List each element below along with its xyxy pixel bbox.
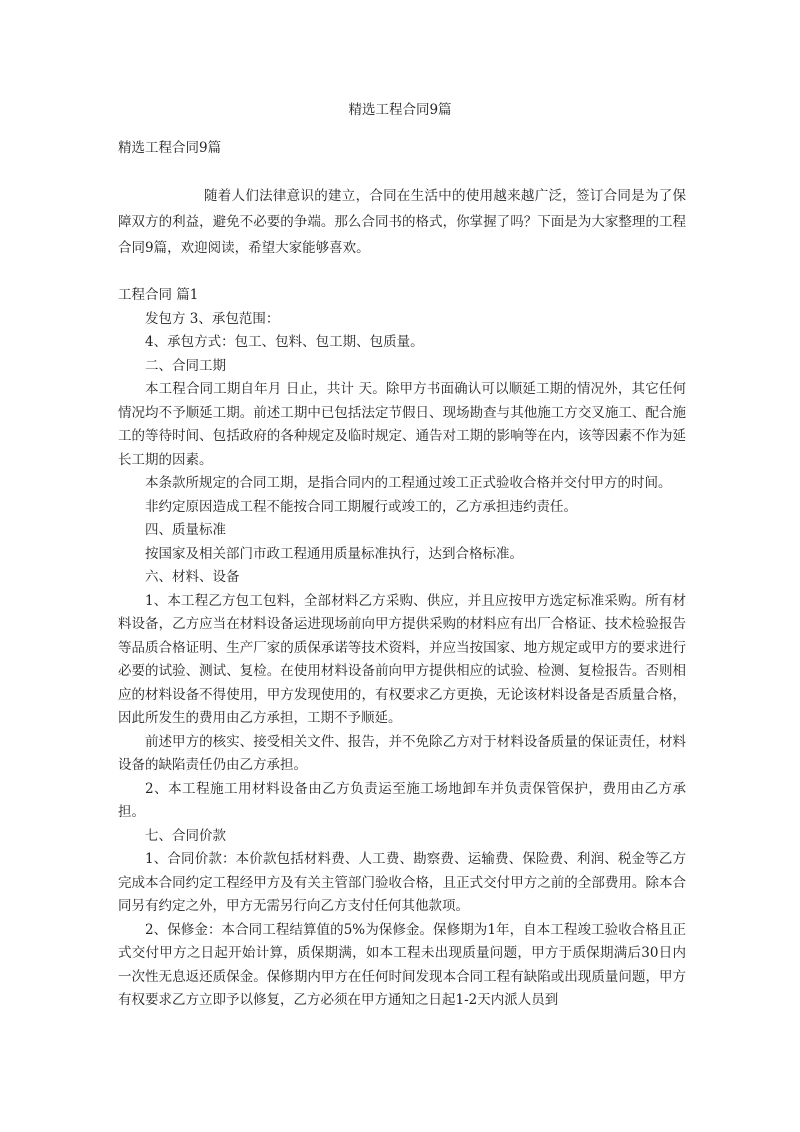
document-subtitle: 精选工程合同9篇 xyxy=(118,140,222,156)
section-heading: 工程合同 篇1 xyxy=(118,287,199,303)
body-paragraph: 发包方 3、承包范围： xyxy=(145,310,280,327)
body-paragraph: 前述甲方的核实、接受相关文件、报告，并不免除乙方对于材料设备质量的保证责任，材料设备的缺陷责任仍由乙方承担。 xyxy=(118,733,686,773)
body-paragraph: 2、本工程施工用材料设备由乙方负责运至施工场地卸车并负责保管保护，费用由乙方承担。 xyxy=(118,780,686,820)
body-paragraph: 4、承包方式：包工、包料、包工期、包质量。 xyxy=(145,334,424,350)
body-paragraph: 1、本工程乙方包工包料，全部材料乙方采购、供应，并且应按甲方选定标准采购。所有材料设备，乙方应当在材料设备运进现场前向甲方提供采购的材料应有出厂合格证、技术检验报告等品质合格证明、生产厂家的质保承诺等技术资料，并应当按国家、地方规定或甲方的要求进行必要的试验、测试、复检。在使用材料设备前向甲方提供相应的试验、检测、复检报告。否则相应的材料设备不得使用，甲方发现使用的，有权要求乙方更换，无论该材料设备是否质量合格，因此所发生的费用由乙方承担，工期不予顺延。 xyxy=(118,592,686,726)
document-title: 精选工程合同9篇 xyxy=(348,102,452,118)
body-paragraph: 2、保修金：本合同工程结算值的5%为保修金。保修期为1年，自本工程竣工验收合格且正式交付甲方之日起开始计算，质保期满，如本工程未出现质量问题，甲方于质保期满后30日内一次性无息返还质保金。保修期内甲方在任何时间发现本合同工程有缺陷或出现质量问题，甲方有权要求乙方立即予以修复，乙方必须在甲方通知之日起1-2天内派人员到 xyxy=(118,921,686,1008)
body-paragraph: 二、合同工期 xyxy=(145,357,226,374)
body-paragraph: 本工程合同工期自年月 日止，共计 天。除甲方书面确认可以顺延工期的情况外，其它任何情况均不予顺延工期。前述工期中已包括法定节假日、现场勘查与其他施工方交叉施工、配合施工的等待时间、包括政府的各种规定及临时规定、通告对工期的影响等在内，该等因素不作为延长工期的因素。 xyxy=(118,381,686,468)
body-paragraph: 按国家及相关部门市政工程通用质量标准执行，达到合格标准。 xyxy=(145,545,523,562)
body-paragraph: 四、质量标准 xyxy=(145,522,226,538)
body-paragraph: 1、合同价款：本价款包括材料费、人工费、勘察费、运输费、保险费、利润、税金等乙方完成本合同约定工程经甲方及有关主管部门验收合格，且正式交付甲方之前的全部费用。除本合同另有约定之外，甲方无需另行向乙方支付任何其他款项。 xyxy=(118,851,686,914)
body-paragraph: 本条款所规定的合同工期，是指合同内的工程通过竣工正式验收合格并交付甲方的时间。 xyxy=(145,475,672,491)
document-body xyxy=(118,284,686,1013)
body-paragraph: 非约定原因造成工程不能按合同工期履行或竣工的，乙方承担违约责任。 xyxy=(145,498,577,515)
intro-paragraph: 随着人们法律意识的建立，合同在生活中的使用越来越广泛，签订合同是为了保障双方的利益，避免不必要的争端。那么合同书的格式，你掌握了吗？下面是为大家整理的工程合同9篇，欢迎阅读，希望大家能够喜欢。 xyxy=(118,188,686,256)
body-paragraph: 六、材料、设备 xyxy=(145,569,240,585)
body-paragraph: 七、合同价款 xyxy=(145,827,226,844)
